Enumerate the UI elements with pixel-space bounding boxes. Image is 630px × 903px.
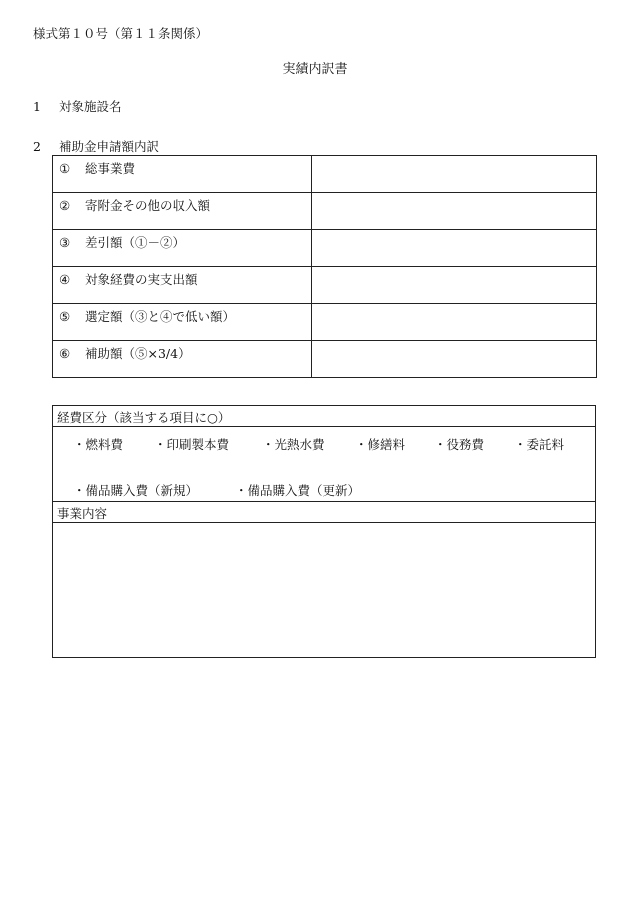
table-row — [53, 230, 597, 267]
donation-income-value-cell[interactable] — [312, 193, 597, 230]
section-number: 1 — [33, 99, 41, 114]
form-number: 様式第１０号（第１１条関係） — [33, 26, 209, 41]
row-mark: ④ — [59, 272, 71, 287]
category-outsourcing[interactable]: ・委託料 — [514, 437, 565, 452]
divider — [53, 426, 595, 427]
category-utilities[interactable]: ・光熱水費 — [262, 437, 325, 452]
row-label: 総事業費 — [85, 161, 136, 176]
row-mark: ③ — [59, 235, 71, 250]
difference-value-cell[interactable] — [312, 230, 597, 267]
category-equipment-new[interactable]: ・備品購入費（新規） — [73, 483, 199, 498]
category-services[interactable]: ・役務費 — [434, 437, 485, 452]
category-repairs[interactable]: ・修繕料 — [355, 437, 406, 452]
section-number: 2 — [33, 139, 41, 154]
expense-category-heading: 経費区分（該当する項目に○） — [57, 410, 231, 425]
table-row — [53, 193, 597, 230]
section-facility-name — [33, 97, 122, 115]
document-title: 実績内訳書 — [282, 62, 348, 77]
table-row — [53, 341, 597, 378]
actual-expenditure-value-cell[interactable] — [312, 267, 597, 304]
business-content-heading: 事業内容 — [57, 506, 108, 521]
row-label: 選定額（③と④で低い額） — [85, 309, 236, 324]
row-label-cell — [53, 156, 312, 193]
row-label-cell — [53, 193, 312, 230]
row-label: 補助額（⑤×3/4） — [85, 346, 191, 361]
section-label: 補助金申請額内訳 — [59, 139, 160, 154]
business-content-area[interactable] — [53, 523, 595, 657]
table-row — [53, 304, 597, 341]
subsidy-amount-value-cell[interactable] — [312, 341, 597, 378]
category-fuel[interactable]: ・燃料費 — [73, 437, 124, 452]
expense-category-box — [52, 405, 596, 658]
total-cost-value-cell[interactable] — [312, 156, 597, 193]
section-subsidy-breakdown — [33, 137, 159, 155]
row-label-cell — [53, 267, 312, 304]
row-mark: ⑥ — [59, 346, 71, 361]
row-label: 対象経費の実支出額 — [85, 272, 198, 287]
row-label-cell — [53, 230, 312, 267]
selected-amount-value-cell[interactable] — [312, 304, 597, 341]
row-label: 寄附金その他の収入額 — [85, 198, 211, 213]
divider — [53, 501, 595, 502]
table-row — [53, 156, 597, 193]
row-label-cell — [53, 304, 312, 341]
row-label: 差引額（①－②） — [85, 235, 186, 250]
table-row — [53, 267, 597, 304]
category-equipment-renewal[interactable]: ・備品購入費（更新） — [235, 483, 361, 498]
row-mark: ① — [59, 161, 71, 176]
row-mark: ⑤ — [59, 309, 71, 324]
row-label-cell — [53, 341, 312, 378]
subsidy-amount-table — [52, 155, 597, 378]
section-label: 対象施設名 — [59, 99, 122, 114]
category-printing[interactable]: ・印刷製本費 — [154, 437, 230, 452]
row-mark: ② — [59, 198, 71, 213]
